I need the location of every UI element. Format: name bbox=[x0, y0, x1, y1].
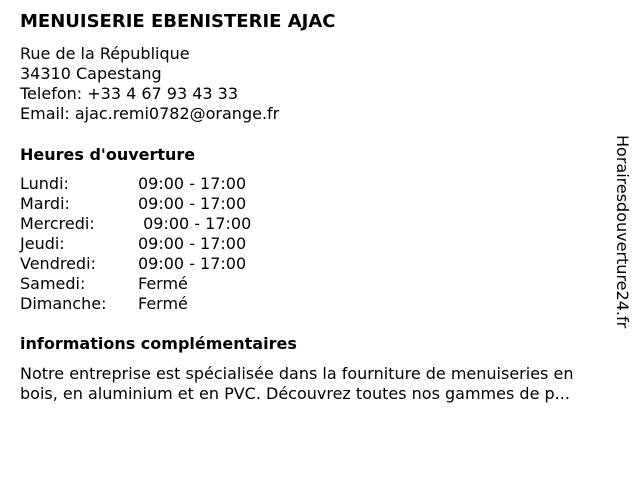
day-label: Jeudi: bbox=[20, 234, 65, 253]
hours-value: 09:00 - 17:00 bbox=[138, 194, 247, 213]
day-label: Samedi: bbox=[20, 274, 86, 293]
day-label: Vendredi: bbox=[20, 254, 96, 273]
hours-value: 09:00 - 17:00 bbox=[138, 174, 247, 193]
street-address: Rue de la République bbox=[20, 44, 190, 63]
business-name: MENUISERIE EBENISTERIE AJAC bbox=[20, 11, 336, 32]
info-heading: informations complémentaires bbox=[20, 334, 297, 353]
hours-value: Fermé bbox=[138, 274, 188, 293]
description-line: Notre entreprise est spécialisée dans la fourniture de menuiseries en bbox=[20, 364, 574, 383]
day-label: Mardi: bbox=[20, 194, 70, 213]
hours-value: 09:00 - 17:00 bbox=[138, 254, 247, 273]
hours-value: 09:00 - 17:00 bbox=[138, 234, 247, 253]
city: 34310 Capestang bbox=[20, 64, 162, 83]
day-label: Mercredi: bbox=[20, 214, 95, 233]
description-line: bois, en aluminium et en PVC. Découvrez toutes nos gammes de p... bbox=[20, 384, 570, 403]
email: Email: ajac.remi0782@orange.fr bbox=[20, 104, 280, 123]
hours-value: Fermé bbox=[138, 294, 188, 313]
hours-heading: Heures d'ouverture bbox=[20, 145, 196, 164]
description bbox=[20, 364, 625, 404]
day-label: Dimanche: bbox=[20, 294, 107, 313]
hours-value: 09:00 - 17:00 bbox=[138, 214, 252, 233]
watermark: Horairesdouverture24.fr bbox=[613, 135, 632, 329]
phone: Telefon: +33 4 67 93 43 33 bbox=[20, 84, 239, 103]
day-label: Lundi: bbox=[20, 174, 69, 193]
